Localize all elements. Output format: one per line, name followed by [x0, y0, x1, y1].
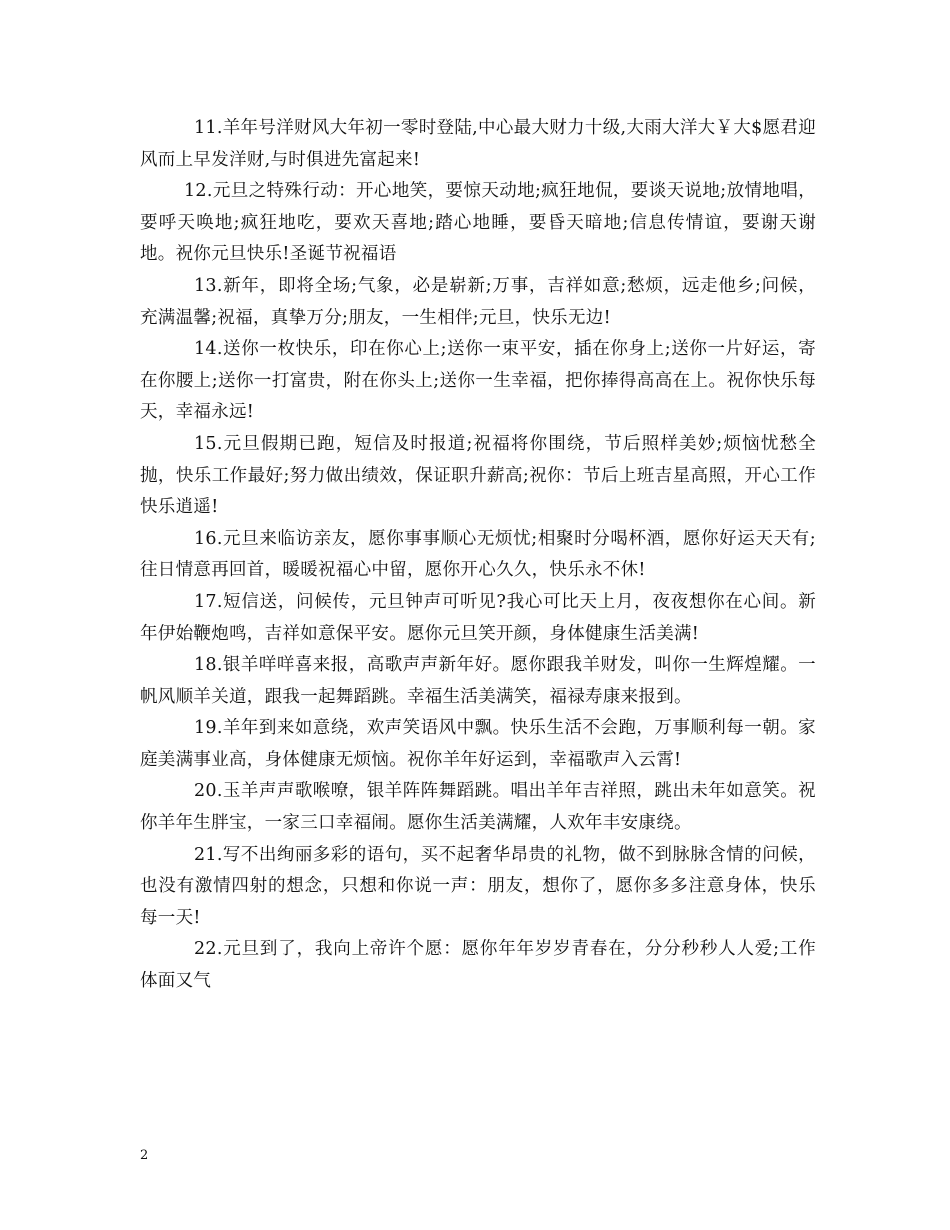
paragraph-14: 14.送你一枚快乐，印在你心上;送你一束平安，插在你身上;送你一片好运，寄在你腰上;送你一打富贵，附在你头上;送你一生幸福，把你捧得高高在上。祝你快乐每天，幸福永远!: [140, 339, 816, 423]
paragraph-18: 18.银羊咩咩喜来报，高歌声声新年好。愿你跟我羊财发，叫你一生辉煌耀。一帆风顺羊关道，跟我一起舞蹈跳。幸福生活美满笑，福禄寿康来报到。: [140, 655, 816, 707]
document-body: [140, 113, 816, 998]
paragraph-15: 15.元旦假期已跑，短信及时报道;祝福将你围绕，节后照样美妙;烦恼忧愁全抛，快乐工作最好;努力做出绩效，保证职升薪高;祝你：节后上班吉星高照，开心工作快乐逍遥!: [140, 433, 816, 518]
paragraph-13: 13.新年，即将全场;气象，必是崭新;万事，吉祥如意;愁烦，远走他乡;问候，充满温馨;祝福，真挚万分;朋友，一生相伴;元旦，快乐无边!: [140, 275, 816, 328]
paragraph-22: 22.元旦到了，我向上帝许个愿：愿你年年岁岁青春在，分分秒秒人人爱;工作体面又气: [140, 939, 816, 992]
paragraph-11: 11.羊年号洋财风大年初一零时登陆,中心最大财力十级,大雨大洋大￥大$愿君迎风而上早发洋财,与时俱进先富起来!: [140, 118, 816, 170]
paragraph-19: 19.羊年到来如意绕，欢声笑语风中飘。快乐生活不会跑，万事顺利每一朝。家庭美满事业高，身体健康无烦恼。祝你羊年好运到，幸福歌声入云霄!: [140, 718, 816, 770]
paragraph-12: 12.元旦之特殊行动：开心地笑，要惊天动地;疯狂地侃，要谈天说地;放情地唱，要呼天唤地;疯狂地吃，要欢天喜地;踏心地睡，要昏天暗地;信息传情谊，要谢天谢地。祝你元旦快乐!圣诞节祝福语: [140, 181, 816, 265]
paragraph-20: 20.玉羊声声歌喉嘹，银羊阵阵舞蹈跳。唱出羊年吉祥照，跳出未年如意笑。祝你羊年生胖宝，一家三口幸福闹。愿你生活美满耀，人欢年丰安康绕。: [140, 781, 816, 834]
paragraph-21: 21.写不出绚丽多彩的语句，买不起奢华昂贵的礼物，做不到脉脉含情的问候，也没有激情四射的想念，只想和你说一声：朋友，想你了，愿你多多注意身体，快乐每一天!: [140, 844, 816, 928]
page-number: 2: [140, 1148, 149, 1163]
paragraph-16: 16.元旦来临访亲友，愿你事事顺心无烦忧;相聚时分喝杯酒，愿你好运天天有;往日情意再回首，暖暖祝福心中留，愿你开心久久，快乐永不休!: [140, 528, 816, 581]
paragraph-17: 17.短信送，问候传，元旦钟声可听见?我心可比天上月，夜夜想你在心间。新年伊始鞭炮鸣，吉祥如意保平安。愿你元旦笑开颜，身体健康生活美满!: [140, 591, 816, 644]
